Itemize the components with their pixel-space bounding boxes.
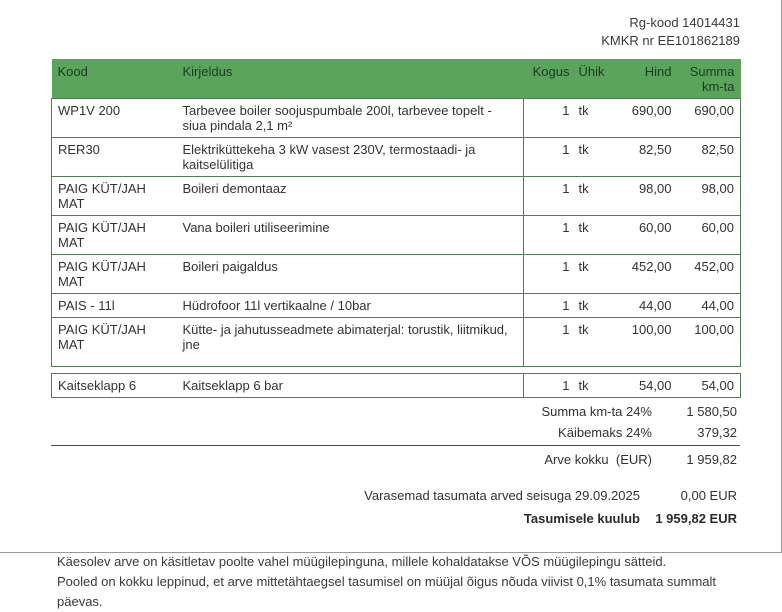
cell-kirjeldus: Elektriküttekeha 3 kW vasest 230V, termostaadi- ja kaitselülitiga <box>177 138 524 177</box>
cell-kood: PAIG KÜT/JAH MAT <box>52 255 177 294</box>
payment-row <box>51 507 740 530</box>
cell-kogus: 1 <box>524 216 576 255</box>
cell-kirjeldus: Boileri paigaldus <box>177 255 524 294</box>
total-row <box>51 449 740 470</box>
doc-ids <box>51 14 740 50</box>
cell-hind: 60,00 <box>616 216 678 255</box>
table-row-spacer <box>52 367 741 374</box>
table-row <box>52 255 741 294</box>
cell-summa: 100,00 <box>678 318 741 367</box>
total-row <box>51 401 740 422</box>
cell-yhik: tk <box>576 177 616 216</box>
table-row <box>52 138 741 177</box>
cell-summa: 98,00 <box>678 177 741 216</box>
table-row <box>52 99 741 138</box>
cell-kirjeldus: Kaitseklapp 6 bar <box>177 374 524 398</box>
cell-kood: PAIG KÜT/JAH MAT <box>52 216 177 255</box>
footnote <box>57 552 740 612</box>
cell-hind: 690,00 <box>616 99 678 138</box>
cell-kood: PAIG KÜT/JAH MAT <box>52 318 177 367</box>
cell-kogus: 1 <box>524 318 576 367</box>
cell-yhik: tk <box>576 99 616 138</box>
cell-yhik: tk <box>576 294 616 318</box>
cell-summa: 60,00 <box>678 216 741 255</box>
invoice-items-table <box>51 59 741 398</box>
cell-hind: 54,00 <box>616 374 678 398</box>
table-row <box>52 216 741 255</box>
cell-kogus: 1 <box>524 99 576 138</box>
column-header-yhik: Ühik <box>576 59 616 99</box>
table-row <box>52 318 741 367</box>
cell-kood: RER30 <box>52 138 177 177</box>
cell-summa: 82,50 <box>678 138 741 177</box>
payment-row <box>51 484 740 507</box>
cell-kirjeldus: Boileri demontaaz <box>177 177 524 216</box>
total-label: Käibemaks 24% <box>558 425 652 440</box>
cell-hind: 100,00 <box>616 318 678 367</box>
cell-kood: PAIS - 11l <box>52 294 177 318</box>
total-label: Summa km-ta 24% <box>541 404 652 419</box>
cell-hind: 44,00 <box>616 294 678 318</box>
cell-yhik: tk <box>576 216 616 255</box>
total-value: 1 580,50 <box>686 404 737 419</box>
cell-kogus: 1 <box>524 294 576 318</box>
table-row <box>52 294 741 318</box>
cell-summa: 54,00 <box>678 374 741 398</box>
total-value: 1 959,82 <box>686 452 737 467</box>
cell-kood: Kaitseklapp 6 <box>52 374 177 398</box>
table-header <box>52 59 741 99</box>
payment-label: Varasemad tasumata arved seisuga 29.09.2025 <box>364 488 640 503</box>
cell-yhik: tk <box>576 255 616 294</box>
cell-yhik: tk <box>576 138 616 177</box>
cell-kood: WP1V 200 <box>52 99 177 138</box>
total-row <box>51 422 740 443</box>
cell-kirjeldus: Vana boileri utiliseerimine <box>177 216 524 255</box>
cell-kogus: 1 <box>524 177 576 216</box>
kmkr-number: KMKR nr EE101862189 <box>601 33 740 48</box>
cell-kirjeldus: Hüdrofoor 11l vertikaalne / 10bar <box>177 294 524 318</box>
payment-section <box>51 484 740 530</box>
total-value: 379,32 <box>697 425 737 440</box>
invoice-content <box>51 0 740 612</box>
cell-kirjeldus: Tarbevee boiler soojuspumbale 200l, tarbevee topelt - siua pindala 2,1 m² <box>177 99 524 138</box>
total-label: Arve kokku (EUR) <box>544 452 652 467</box>
cell-kogus: 1 <box>524 138 576 177</box>
cell-hind: 98,00 <box>616 177 678 216</box>
column-header-kood: Kood <box>52 59 177 99</box>
cell-summa: 44,00 <box>678 294 741 318</box>
cell-kogus: 1 <box>524 255 576 294</box>
totals-divider <box>51 445 740 446</box>
column-header-hind: Hind <box>616 59 678 99</box>
footnote-line-1: Käesolev arve on käsitletav poolte vahel müügilepinguna, millele kohaldatakse VÕS müügilepingu sätteid. <box>57 554 667 569</box>
cell-hind: 82,50 <box>616 138 678 177</box>
table-body <box>52 99 741 398</box>
cell-kood: PAIG KÜT/JAH MAT <box>52 177 177 216</box>
table-row <box>52 177 741 216</box>
payment-value: 1 959,82 EUR <box>655 511 737 526</box>
cell-hind: 452,00 <box>616 255 678 294</box>
cell-summa: 452,00 <box>678 255 741 294</box>
cell-summa: 690,00 <box>678 99 741 138</box>
table-header-row <box>52 59 741 99</box>
cell-yhik: tk <box>576 318 616 367</box>
rg-kood: Rg-kood 14014431 <box>629 15 740 30</box>
column-header-kirjeldus: Kirjeldus <box>177 59 524 99</box>
payment-label: Tasumisele kuulub <box>523 511 640 526</box>
cell-kogus: 1 <box>524 374 576 398</box>
footnote-line-2: Pooled on kokku leppinud, et arve mittetähtaegsel tasumisel on müüjal õigus nõuda viivist 0,1% tasumata summalt päevas. <box>57 574 717 609</box>
cell-yhik: tk <box>576 374 616 398</box>
column-header-kogus: Kogus <box>524 59 576 99</box>
column-header-summa-km-ta: Summa km-ta <box>678 59 741 99</box>
table-row <box>52 374 741 398</box>
totals-section <box>51 401 740 470</box>
cell-kirjeldus: Kütte- ja jahutusseadmete abimaterjal: torustik, liitmikud, jne <box>177 318 524 367</box>
payment-value: 0,00 EUR <box>680 488 737 503</box>
